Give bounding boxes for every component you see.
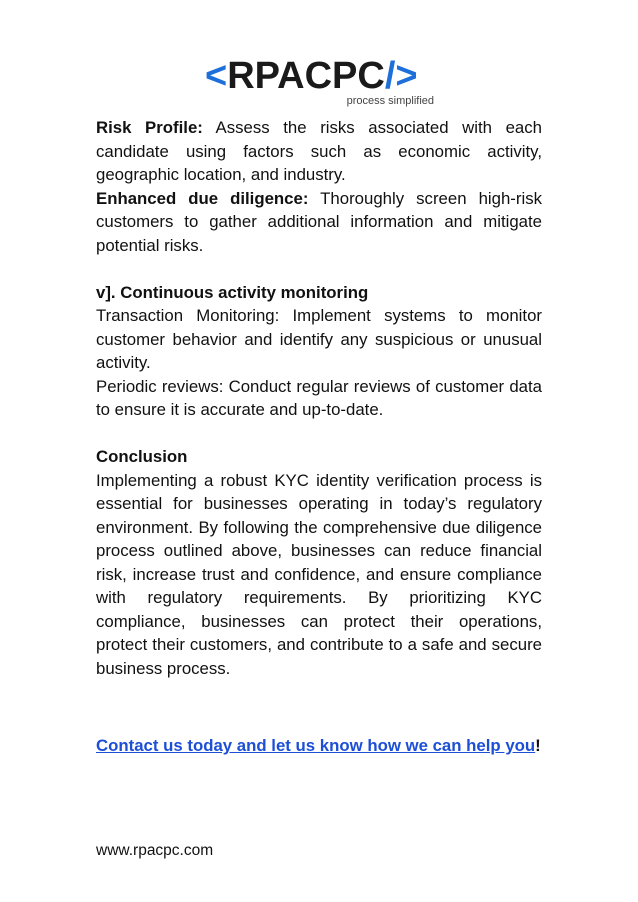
enhanced-diligence-label: Enhanced due diligence:	[96, 188, 309, 208]
conclusion-paragraph: Implementing a robust KYC identity verification process is essential for businesses operating in today’s regulatory environment. By following the comprehensive due diligence process outlined above, businesses can reduce financial risk, increase trust and confidence, and ensure compliance with regulatory requirements. By prioritizing KYC compliance, businesses can protect their operations, protect their customers, and contribute to a safe and secure business process.	[96, 470, 542, 678]
logo-bracket-left: <	[205, 55, 228, 97]
company-logo	[205, 54, 440, 114]
contact-line	[96, 734, 542, 758]
logo-wordmark	[205, 54, 418, 98]
enhanced-diligence-paragraph	[96, 187, 542, 258]
risk-profile-label: Risk Profile:	[96, 118, 203, 137]
conclusion-heading: Conclusion	[96, 447, 188, 466]
risk-profile-text: Assess the risks associated with each candidate using factors such as economic activity, geographic location, and industry.	[96, 118, 542, 184]
document-body	[96, 116, 542, 758]
logo-text: RPACPC	[227, 55, 385, 97]
contact-link[interactable]: Contact us today and let us know how we can help you	[96, 736, 536, 755]
transaction-monitoring-paragraph: Transaction Monitoring: Implement systems to monitor customer behavior and identify any suspicious or unusual activity.	[96, 306, 542, 372]
logo-bracket-right: />	[384, 55, 418, 97]
periodic-reviews-paragraph: Periodic reviews: Conduct regular reviews of customer data to ensure it is accurate and up-to-date.	[96, 376, 542, 419]
spacer	[96, 257, 542, 281]
spacer	[96, 680, 542, 734]
contact-suffix: !	[535, 736, 541, 755]
risk-profile-paragraph	[96, 116, 542, 187]
logo-tagline: process simplified	[346, 95, 434, 107]
footer-website: www.rpacpc.com	[96, 842, 214, 859]
spacer	[96, 422, 542, 446]
monitoring-heading: v]. Continuous activity monitoring	[96, 282, 369, 302]
enhanced-diligence-text: Thoroughly screen high-risk customers to gather additional information and mitigate potential risks.	[96, 188, 542, 255]
